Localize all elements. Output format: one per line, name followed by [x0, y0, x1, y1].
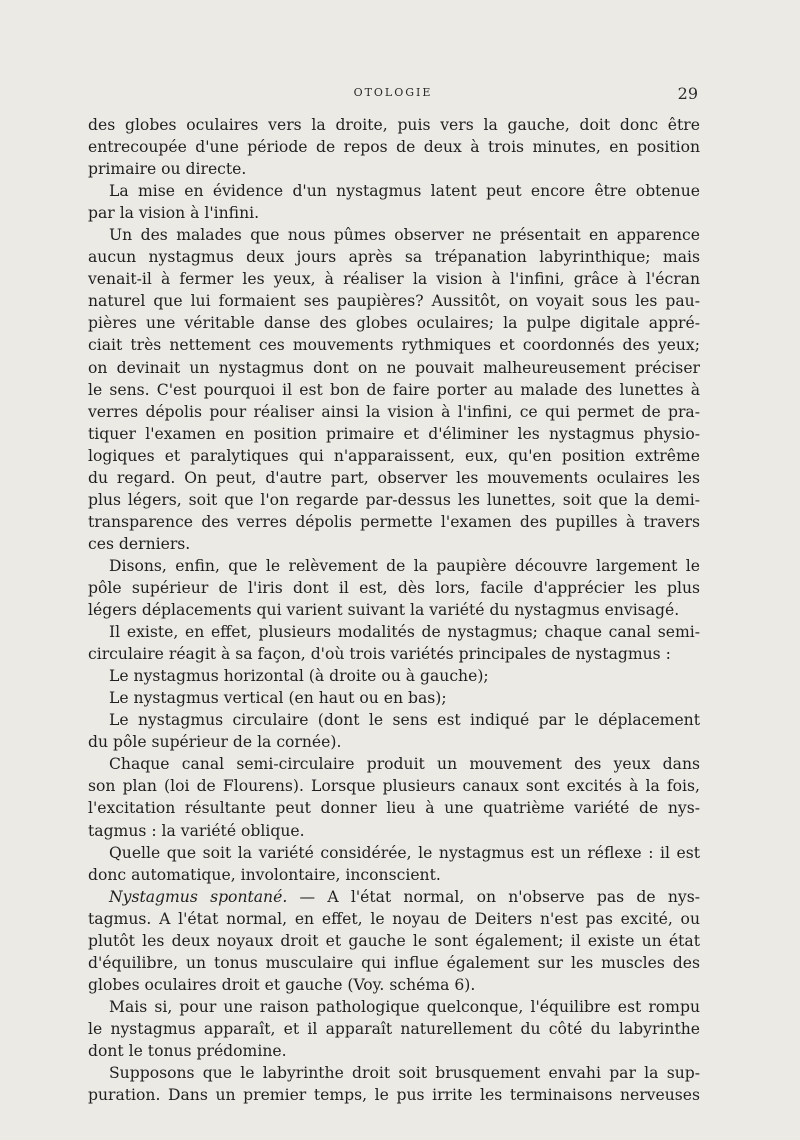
text-line: pières une véritable danse des globes oculaires; la pulpe digitale appré- — [88, 314, 700, 333]
paragraph — [88, 687, 700, 709]
text-line: Il existe, en effet, plusieurs modalités de nystagmus; chaque canal semi- — [109, 623, 700, 642]
text-line: Le nystagmus horizontal (à droite ou à gauche); — [109, 667, 489, 686]
text-line: Le nystagmus circulaire (dont le sens est indiqué par le déplacement — [109, 711, 700, 730]
text-line: le nystagmus apparaît, et il apparaît naturellement du côté du labyrinthe — [88, 1019, 700, 1038]
text-line: pôle supérieur de l'iris dont il est, dès lors, facile d'apprécier les plus — [88, 578, 700, 597]
text-line: venait-il à fermer les yeux, à réaliser la vision à l'infini, grâce à l'écran — [88, 270, 700, 289]
paragraph — [88, 665, 700, 687]
text-line: globes oculaires droit et gauche (Voy. schéma 6). — [88, 975, 476, 994]
text-line: tagmus : la variété oblique. — [88, 821, 305, 840]
paragraph — [88, 224, 700, 555]
text-line: du regard. On peut, d'autre part, observer les mouvements oculaires les — [88, 468, 700, 487]
text-line: tagmus. A l'état normal, en effet, le noyau de Deiters n'est pas excité, ou — [88, 909, 700, 928]
paragraph — [88, 1062, 700, 1106]
paragraph — [88, 996, 700, 1062]
text-line: La mise en évidence d'un nystagmus latent peut encore être obtenue — [109, 182, 700, 201]
paragraph — [88, 842, 700, 886]
text-line: Mais si, pour une raison pathologique quelconque, l'équilibre est rompu — [109, 997, 700, 1016]
text-line: le sens. C'est pourquoi il est bon de faire porter au malade des lunettes à — [88, 380, 700, 399]
italic-heading: Nystagmus spontané. — [109, 887, 288, 906]
paragraph — [88, 709, 700, 753]
text-line: Supposons que le labyrinthe droit soit brusquement envahi par la sup- — [109, 1064, 700, 1083]
text-line: puration. Dans un premier temps, le pus irrite les terminaisons nerveuses — [88, 1086, 700, 1105]
text-line: plus légers, soit que l'on regarde par-dessus les lunettes, soit que la demi- — [88, 490, 700, 509]
text-line: des globes oculaires vers la droite, puis vers la gauche, doit donc être — [88, 116, 700, 134]
text-line: Chaque canal semi-circulaire produit un mouvement des yeux dans — [109, 755, 700, 774]
paragraph — [88, 180, 700, 224]
paragraph — [88, 886, 700, 996]
text-line: Quelle que soit la variété considérée, le nystagmus est un réflexe : il est — [109, 843, 700, 862]
text-line: naturel que lui formaient ses paupières? Aussitôt, on voyait sous les pau- — [88, 292, 700, 311]
text-line: entrecoupée d'une période de repos de deux à trois minutes, en position — [88, 138, 700, 157]
text-line: circulaire réagit à sa façon, d'où trois variétés principales de nystagmus : — [88, 645, 671, 664]
text-line: Un des malades que nous pûmes observer ne présentait en apparence — [109, 226, 700, 245]
paragraph — [88, 555, 700, 621]
text-line: donc automatique, involontaire, inconscient. — [88, 865, 441, 884]
text-line: ces derniers. — [88, 534, 191, 553]
text-line: Disons, enfin, que le relèvement de la paupière découvre largement le — [109, 556, 700, 575]
text-line: on devinait un nystagmus dont on ne pouvait malheureusement préciser — [88, 358, 700, 377]
text-line: ciait très nettement ces mouvements rythmiques et coordonnés des yeux; — [88, 336, 700, 355]
body-text — [88, 114, 700, 1106]
text-line: Le nystagmus vertical (en haut ou en bas); — [109, 689, 447, 708]
text-line: plutôt les deux noyaux droit et gauche le sont également; il existe un état — [88, 931, 700, 950]
paragraph — [88, 621, 700, 665]
text-line: dont le tonus prédomine. — [88, 1041, 287, 1060]
text-line: du pôle supérieur de la cornée). — [88, 733, 342, 752]
text-line: logiques et paralytiques qui n'apparaissent, eux, qu'en position extrême — [88, 446, 700, 465]
running-title: OTOLOGIE — [353, 86, 433, 99]
text-line: verres dépolis pour réaliser ainsi la vision à l'infini, ce qui permet de pra- — [88, 402, 700, 421]
page-header — [88, 86, 698, 106]
line-text: — A l'état normal, on n'observe pas de nys- — [287, 887, 700, 906]
paragraph — [88, 753, 700, 841]
text-line: d'équilibre, un tonus musculaire qui influe également sur les muscles des — [88, 953, 700, 972]
page-number: 29 — [677, 84, 698, 103]
paragraph — [88, 114, 700, 180]
text-line: aucun nystagmus deux jours après sa trépanation labyrinthique; mais — [88, 248, 700, 267]
text-line: transparence des verres dépolis permette l'examen des pupilles à travers — [88, 512, 700, 531]
text-line: par la vision à l'infini. — [88, 204, 260, 223]
text-line — [88, 886, 700, 908]
text-line: tiquer l'examen en position primaire et d'éliminer les nystagmus physio- — [88, 424, 700, 443]
text-line: son plan (loi de Flourens). Lorsque plusieurs canaux sont excités à la fois, — [88, 777, 700, 796]
text-line: primaire ou directe. — [88, 160, 247, 179]
text-line: l'excitation résultante peut donner lieu à une quatrième variété de nys- — [88, 799, 700, 818]
text-line: légers déplacements qui varient suivant la variété du nystagmus envisagé. — [88, 601, 680, 620]
